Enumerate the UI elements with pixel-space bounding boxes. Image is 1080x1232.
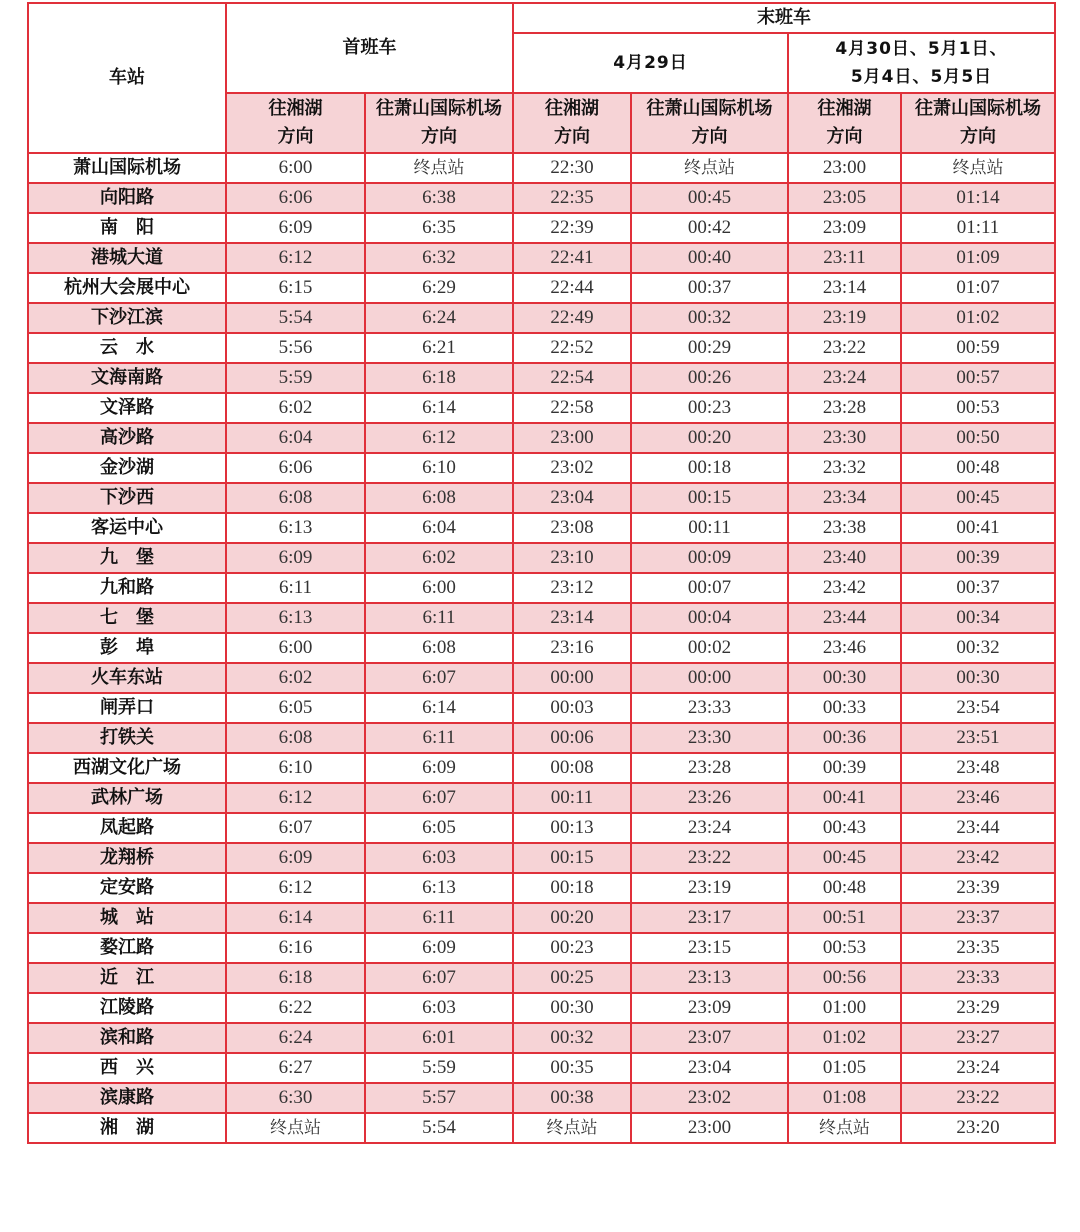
time-cell: 6:07 — [226, 813, 365, 843]
time-cell: 6:29 — [365, 273, 513, 303]
time-cell: 6:08 — [365, 633, 513, 663]
time-cell: 23:22 — [631, 843, 788, 873]
date-holiday-line2: 5月4日、5月5日 — [850, 67, 993, 87]
direction-airport-header — [901, 93, 1055, 153]
time-cell: 23:14 — [513, 603, 631, 633]
direction-label: 往湘湖 — [268, 98, 323, 119]
time-cell: 5:57 — [365, 1083, 513, 1113]
time-cell: 23:17 — [631, 903, 788, 933]
time-cell: 01:02 — [901, 303, 1055, 333]
station-name: 文泽路 — [28, 393, 226, 423]
time-cell: 6:18 — [226, 963, 365, 993]
station-name: 高沙路 — [28, 423, 226, 453]
time-cell: 00:37 — [901, 573, 1055, 603]
time-cell: 01:00 — [788, 993, 901, 1023]
time-cell: 00:08 — [513, 753, 631, 783]
station-name: 七 堡 — [28, 603, 226, 633]
time-cell: 00:11 — [513, 783, 631, 813]
direction-xianghu-header — [788, 93, 901, 153]
time-cell: 终点站 — [513, 1113, 631, 1143]
time-cell: 00:32 — [631, 303, 788, 333]
time-cell: 23:13 — [631, 963, 788, 993]
time-cell: 6:38 — [365, 183, 513, 213]
time-cell: 6:11 — [365, 903, 513, 933]
time-cell: 6:09 — [365, 933, 513, 963]
table-row — [28, 453, 1055, 483]
time-cell: 终点站 — [901, 153, 1055, 183]
time-cell: 00:26 — [631, 363, 788, 393]
time-cell: 00:39 — [788, 753, 901, 783]
time-cell: 6:05 — [226, 693, 365, 723]
time-cell: 01:11 — [901, 213, 1055, 243]
time-cell: 00:18 — [631, 453, 788, 483]
table-row — [28, 693, 1055, 723]
station-name: 向阳路 — [28, 183, 226, 213]
time-cell: 00:53 — [901, 393, 1055, 423]
direction-label: 往萧山国际机场 — [376, 98, 502, 119]
time-cell: 01:07 — [901, 273, 1055, 303]
table-row — [28, 1113, 1055, 1143]
time-cell: 6:00 — [226, 633, 365, 663]
time-cell: 00:34 — [901, 603, 1055, 633]
time-cell: 23:09 — [631, 993, 788, 1023]
time-cell: 23:20 — [901, 1113, 1055, 1143]
time-cell: 00:23 — [631, 393, 788, 423]
table-row — [28, 513, 1055, 543]
station-name: 打铁关 — [28, 723, 226, 753]
time-cell: 6:09 — [365, 753, 513, 783]
time-cell: 23:44 — [901, 813, 1055, 843]
time-cell: 6:08 — [365, 483, 513, 513]
time-cell: 00:00 — [631, 663, 788, 693]
table-row — [28, 483, 1055, 513]
time-cell: 00:59 — [901, 333, 1055, 363]
time-cell: 23:26 — [631, 783, 788, 813]
direction-airport-header — [365, 93, 513, 153]
time-cell: 23:28 — [788, 393, 901, 423]
time-cell: 6:32 — [365, 243, 513, 273]
time-cell: 23:04 — [513, 483, 631, 513]
time-cell: 00:41 — [901, 513, 1055, 543]
time-cell: 00:38 — [513, 1083, 631, 1113]
time-cell: 00:48 — [901, 453, 1055, 483]
direction-suffix: 方向 — [691, 126, 728, 147]
timetable-container — [27, 2, 1054, 1144]
time-cell: 终点站 — [631, 153, 788, 183]
time-cell: 23:54 — [901, 693, 1055, 723]
time-cell: 00:07 — [631, 573, 788, 603]
table-row — [28, 603, 1055, 633]
station-name: 客运中心 — [28, 513, 226, 543]
time-cell: 23:38 — [788, 513, 901, 543]
table-row — [28, 963, 1055, 993]
table-row — [28, 213, 1055, 243]
time-cell: 6:02 — [365, 543, 513, 573]
time-cell: 22:58 — [513, 393, 631, 423]
time-cell: 23:40 — [788, 543, 901, 573]
time-cell: 23:15 — [631, 933, 788, 963]
time-cell: 23:08 — [513, 513, 631, 543]
time-cell: 6:00 — [226, 153, 365, 183]
time-cell: 6:12 — [226, 243, 365, 273]
station-name: 凤起路 — [28, 813, 226, 843]
table-row — [28, 663, 1055, 693]
time-cell: 6:10 — [365, 453, 513, 483]
time-cell: 23:29 — [901, 993, 1055, 1023]
time-cell: 00:30 — [901, 663, 1055, 693]
time-cell: 00:53 — [788, 933, 901, 963]
date-apr29-header: 4月29日 — [513, 33, 788, 93]
time-cell: 6:11 — [226, 573, 365, 603]
time-cell: 23:02 — [631, 1083, 788, 1113]
first-train-header: 首班车 — [226, 3, 513, 93]
time-cell: 6:14 — [365, 693, 513, 723]
time-cell: 22:35 — [513, 183, 631, 213]
time-cell: 5:56 — [226, 333, 365, 363]
time-cell: 6:12 — [226, 873, 365, 903]
table-row — [28, 843, 1055, 873]
time-cell: 00:33 — [788, 693, 901, 723]
time-cell: 23:46 — [788, 633, 901, 663]
time-cell: 6:11 — [365, 723, 513, 753]
station-name: 江陵路 — [28, 993, 226, 1023]
time-cell: 00:36 — [788, 723, 901, 753]
time-cell: 23:07 — [631, 1023, 788, 1053]
time-cell: 6:07 — [365, 783, 513, 813]
time-cell: 6:13 — [365, 873, 513, 903]
table-row — [28, 543, 1055, 573]
time-cell: 00:06 — [513, 723, 631, 753]
time-cell: 00:45 — [631, 183, 788, 213]
time-cell: 23:28 — [631, 753, 788, 783]
time-cell: 23:09 — [788, 213, 901, 243]
time-cell: 6:13 — [226, 603, 365, 633]
time-cell: 6:12 — [365, 423, 513, 453]
station-name: 滨康路 — [28, 1083, 226, 1113]
time-cell: 23:14 — [788, 273, 901, 303]
station-name: 湘 湖 — [28, 1113, 226, 1143]
time-cell: 终点站 — [226, 1113, 365, 1143]
time-cell: 6:08 — [226, 723, 365, 753]
time-cell: 6:22 — [226, 993, 365, 1023]
time-cell: 00:09 — [631, 543, 788, 573]
time-cell: 6:02 — [226, 663, 365, 693]
time-cell: 终点站 — [788, 1113, 901, 1143]
time-cell: 6:11 — [365, 603, 513, 633]
time-cell: 23:10 — [513, 543, 631, 573]
direction-xianghu-header — [513, 93, 631, 153]
direction-label: 往湘湖 — [545, 98, 599, 119]
time-cell: 00:32 — [901, 633, 1055, 663]
station-name: 彭 埠 — [28, 633, 226, 663]
time-cell: 23:16 — [513, 633, 631, 663]
time-cell: 00:23 — [513, 933, 631, 963]
table-row — [28, 303, 1055, 333]
time-cell: 23:48 — [901, 753, 1055, 783]
station-name: 武林广场 — [28, 783, 226, 813]
time-cell: 23:12 — [513, 573, 631, 603]
time-cell: 6:14 — [365, 393, 513, 423]
direction-suffix: 方向 — [277, 126, 314, 147]
time-cell: 6:15 — [226, 273, 365, 303]
time-cell: 6:04 — [365, 513, 513, 543]
table-row — [28, 753, 1055, 783]
time-cell: 6:00 — [365, 573, 513, 603]
time-cell: 22:39 — [513, 213, 631, 243]
station-name: 南 阳 — [28, 213, 226, 243]
time-cell: 00:15 — [631, 483, 788, 513]
station-name: 萧山国际机场 — [28, 153, 226, 183]
direction-suffix: 方向 — [554, 126, 590, 147]
time-cell: 22:52 — [513, 333, 631, 363]
table-row — [28, 183, 1055, 213]
time-cell: 6:27 — [226, 1053, 365, 1083]
time-cell: 01:05 — [788, 1053, 901, 1083]
station-header: 车站 — [28, 3, 226, 153]
table-row — [28, 363, 1055, 393]
date-holiday-line1: 4月30日、5月1日、 — [835, 39, 1008, 59]
time-cell: 22:41 — [513, 243, 631, 273]
time-cell: 23:11 — [788, 243, 901, 273]
time-cell: 23:04 — [631, 1053, 788, 1083]
table-row — [28, 933, 1055, 963]
time-cell: 00:45 — [788, 843, 901, 873]
time-cell: 23:05 — [788, 183, 901, 213]
time-cell: 00:40 — [631, 243, 788, 273]
time-cell: 00:35 — [513, 1053, 631, 1083]
station-name: 定安路 — [28, 873, 226, 903]
time-cell: 22:54 — [513, 363, 631, 393]
time-cell: 01:08 — [788, 1083, 901, 1113]
time-cell: 00:00 — [513, 663, 631, 693]
time-cell: 23:00 — [631, 1113, 788, 1143]
time-cell: 23:34 — [788, 483, 901, 513]
time-cell: 00:37 — [631, 273, 788, 303]
time-cell: 6:35 — [365, 213, 513, 243]
direction-suffix: 方向 — [960, 126, 996, 147]
time-cell: 23:35 — [901, 933, 1055, 963]
station-name: 港城大道 — [28, 243, 226, 273]
timetable-body — [28, 153, 1055, 1143]
time-cell: 23:39 — [901, 873, 1055, 903]
time-cell: 23:22 — [788, 333, 901, 363]
table-row — [28, 273, 1055, 303]
direction-label: 往萧山国际机场 — [646, 98, 773, 119]
time-cell: 6:03 — [365, 993, 513, 1023]
time-cell: 00:50 — [901, 423, 1055, 453]
time-cell: 22:49 — [513, 303, 631, 333]
station-name: 婺江路 — [28, 933, 226, 963]
time-cell: 23:27 — [901, 1023, 1055, 1053]
time-cell: 6:07 — [365, 963, 513, 993]
station-name: 金沙湖 — [28, 453, 226, 483]
table-row — [28, 243, 1055, 273]
time-cell: 6:24 — [226, 1023, 365, 1053]
time-cell: 23:30 — [631, 723, 788, 753]
station-name: 近 江 — [28, 963, 226, 993]
time-cell: 00:04 — [631, 603, 788, 633]
time-cell: 00:48 — [788, 873, 901, 903]
time-cell: 23:24 — [788, 363, 901, 393]
station-name: 文海南路 — [28, 363, 226, 393]
last-train-header: 末班车 — [513, 3, 1055, 33]
direction-label: 往湘湖 — [817, 98, 872, 119]
time-cell: 00:02 — [631, 633, 788, 663]
time-cell: 23:33 — [631, 693, 788, 723]
time-cell: 00:39 — [901, 543, 1055, 573]
time-cell: 6:06 — [226, 453, 365, 483]
time-cell: 6:12 — [226, 783, 365, 813]
time-cell: 6:03 — [365, 843, 513, 873]
time-cell: 6:13 — [226, 513, 365, 543]
time-cell: 00:30 — [513, 993, 631, 1023]
time-cell: 00:15 — [513, 843, 631, 873]
time-cell: 23:42 — [901, 843, 1055, 873]
time-cell: 6:09 — [226, 213, 365, 243]
timetable — [27, 2, 1056, 1144]
station-name: 下沙西 — [28, 483, 226, 513]
time-cell: 01:14 — [901, 183, 1055, 213]
time-cell: 23:24 — [901, 1053, 1055, 1083]
station-name: 杭州大会展中心 — [28, 273, 226, 303]
time-cell: 6:04 — [226, 423, 365, 453]
station-name: 闸弄口 — [28, 693, 226, 723]
time-cell: 6:14 — [226, 903, 365, 933]
time-cell: 00:20 — [631, 423, 788, 453]
time-cell: 6:09 — [226, 843, 365, 873]
time-cell: 5:54 — [365, 1113, 513, 1143]
time-cell: 6:07 — [365, 663, 513, 693]
time-cell: 22:44 — [513, 273, 631, 303]
station-name: 西湖文化广场 — [28, 753, 226, 783]
time-cell: 00:20 — [513, 903, 631, 933]
time-cell: 00:30 — [788, 663, 901, 693]
time-cell: 23:32 — [788, 453, 901, 483]
time-cell: 00:18 — [513, 873, 631, 903]
time-cell: 6:18 — [365, 363, 513, 393]
station-name: 火车东站 — [28, 663, 226, 693]
time-cell: 01:02 — [788, 1023, 901, 1053]
direction-airport-header — [631, 93, 788, 153]
time-cell: 6:06 — [226, 183, 365, 213]
time-cell: 01:09 — [901, 243, 1055, 273]
time-cell: 23:42 — [788, 573, 901, 603]
time-cell: 00:41 — [788, 783, 901, 813]
time-cell: 00:57 — [901, 363, 1055, 393]
time-cell: 5:54 — [226, 303, 365, 333]
direction-xianghu-header — [226, 93, 365, 153]
time-cell: 23:19 — [788, 303, 901, 333]
station-name: 西 兴 — [28, 1053, 226, 1083]
time-cell: 23:44 — [788, 603, 901, 633]
time-cell: 23:00 — [788, 153, 901, 183]
time-cell: 23:00 — [513, 423, 631, 453]
time-cell: 00:42 — [631, 213, 788, 243]
time-cell: 6:24 — [365, 303, 513, 333]
time-cell: 6:16 — [226, 933, 365, 963]
station-name: 滨和路 — [28, 1023, 226, 1053]
time-cell: 00:51 — [788, 903, 901, 933]
time-cell: 23:46 — [901, 783, 1055, 813]
table-row — [28, 423, 1055, 453]
table-row — [28, 1053, 1055, 1083]
time-cell: 23:22 — [901, 1083, 1055, 1113]
time-cell: 00:13 — [513, 813, 631, 843]
time-cell: 6:30 — [226, 1083, 365, 1113]
time-cell: 22:30 — [513, 153, 631, 183]
direction-label: 往萧山国际机场 — [915, 98, 1041, 119]
table-row — [28, 633, 1055, 663]
table-row — [28, 723, 1055, 753]
time-cell: 23:33 — [901, 963, 1055, 993]
time-cell: 00:25 — [513, 963, 631, 993]
time-cell: 23:24 — [631, 813, 788, 843]
time-cell: 23:30 — [788, 423, 901, 453]
time-cell: 终点站 — [365, 153, 513, 183]
time-cell: 00:32 — [513, 1023, 631, 1053]
time-cell: 23:51 — [901, 723, 1055, 753]
time-cell: 23:19 — [631, 873, 788, 903]
station-name: 九和路 — [28, 573, 226, 603]
date-holiday-header — [788, 33, 1055, 93]
time-cell: 6:09 — [226, 543, 365, 573]
time-cell: 00:43 — [788, 813, 901, 843]
time-cell: 23:02 — [513, 453, 631, 483]
table-row — [28, 1083, 1055, 1113]
time-cell: 6:21 — [365, 333, 513, 363]
station-name: 龙翔桥 — [28, 843, 226, 873]
table-row — [28, 333, 1055, 363]
table-row — [28, 903, 1055, 933]
station-name: 下沙江滨 — [28, 303, 226, 333]
direction-suffix: 方向 — [826, 126, 863, 147]
time-cell: 23:37 — [901, 903, 1055, 933]
time-cell: 5:59 — [226, 363, 365, 393]
table-row — [28, 783, 1055, 813]
time-cell: 6:01 — [365, 1023, 513, 1053]
time-cell: 6:02 — [226, 393, 365, 423]
table-row — [28, 993, 1055, 1023]
table-row — [28, 873, 1055, 903]
station-name: 城 站 — [28, 903, 226, 933]
station-name: 云 水 — [28, 333, 226, 363]
time-cell: 6:05 — [365, 813, 513, 843]
station-name: 九 堡 — [28, 543, 226, 573]
time-cell: 6:10 — [226, 753, 365, 783]
time-cell: 6:08 — [226, 483, 365, 513]
table-row — [28, 153, 1055, 183]
table-row — [28, 393, 1055, 423]
time-cell: 00:11 — [631, 513, 788, 543]
time-cell: 5:59 — [365, 1053, 513, 1083]
time-cell: 00:29 — [631, 333, 788, 363]
time-cell: 00:03 — [513, 693, 631, 723]
table-row — [28, 813, 1055, 843]
table-row — [28, 1023, 1055, 1053]
table-row — [28, 573, 1055, 603]
direction-suffix: 方向 — [421, 126, 457, 147]
time-cell: 00:45 — [901, 483, 1055, 513]
time-cell: 00:56 — [788, 963, 901, 993]
